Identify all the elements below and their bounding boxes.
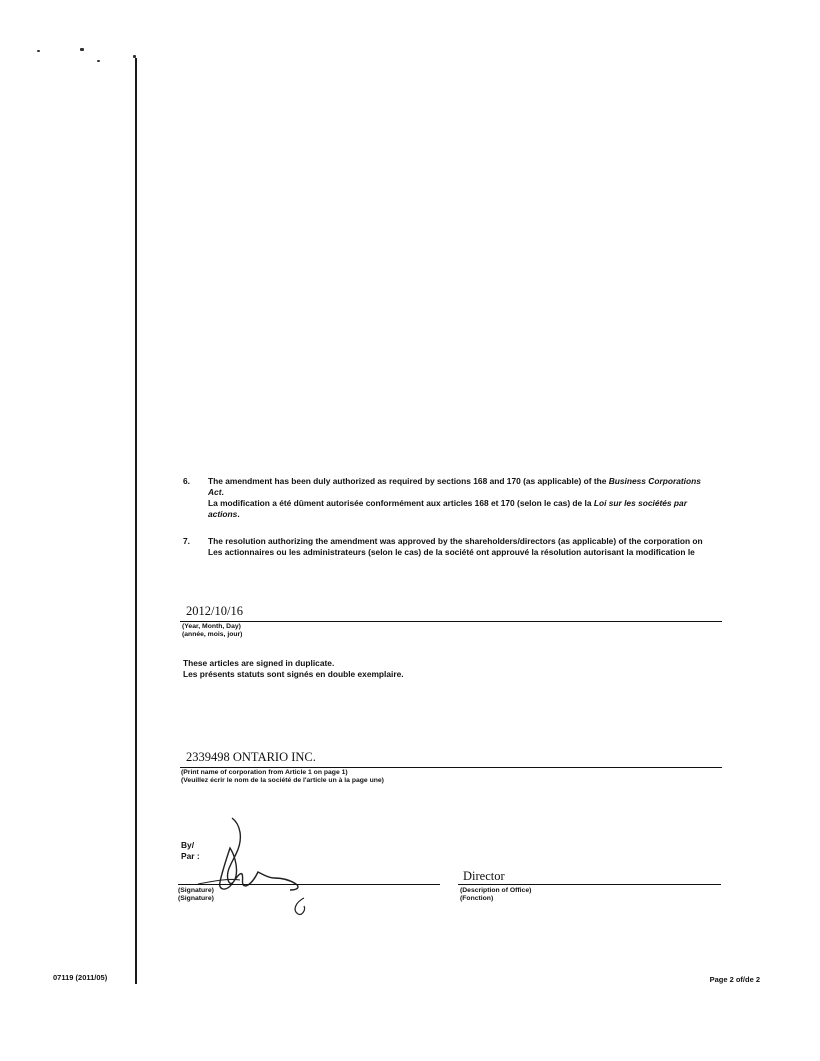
scan-speck	[97, 60, 100, 62]
corporation-name-value: 2339498 ONTARIO INC.	[186, 750, 316, 764]
section-number: 6.	[183, 476, 190, 486]
section-6	[183, 476, 703, 520]
scan-speck	[37, 50, 40, 52]
signature-line	[178, 884, 440, 885]
corporation-name-line	[180, 767, 722, 768]
scan-speck	[80, 48, 84, 51]
approval-date-caption: (Year, Month, Day) (année, mois, jour)	[182, 623, 243, 638]
duplicate-statement: These articles are signed in duplicate. Les présents statuts sont signés en double exemplaire.	[183, 658, 404, 679]
section-7-english: The resolution authorizing the amendment was approved by the shareholders/directors (as applicable) of the corporation on	[208, 536, 703, 546]
office-caption: (Description of Office) (Fonction)	[460, 887, 532, 902]
approval-date-line	[180, 621, 722, 622]
signature-caption: (Signature) (Signature)	[178, 887, 214, 902]
office-line	[458, 884, 721, 885]
section-7-french: Les actionnaires ou les administrateurs (selon le cas) de la société ont approuvé la résolution autorisant la modification le	[208, 547, 695, 557]
left-margin-rule	[135, 58, 137, 984]
page-number: Page 2 of/de 2	[709, 975, 760, 984]
by-label: By/ Par :	[181, 840, 200, 861]
section-7	[183, 536, 703, 558]
form-number: 07119 (2011/05)	[53, 973, 108, 982]
section-number: 7.	[183, 536, 190, 546]
section-6-english: The amendment has been duly authorized as required by sections 168 and 170 (as applicable) of the Business Corporations Act.	[208, 476, 701, 497]
office-value: Director	[463, 869, 505, 883]
corporation-name-caption: (Print name of corporation from Article 1 on page 1) (Veuillez écrir le nom de la société de l'article un à la page une)	[181, 769, 384, 784]
section-6-french: La modification a été dûment autorisée conformément aux articles 168 et 170 (selon le cas) de la Loi sur les sociétés par actions.	[208, 498, 687, 519]
handwritten-signature	[170, 810, 330, 920]
approval-date-value: 2012/10/16	[186, 604, 243, 618]
